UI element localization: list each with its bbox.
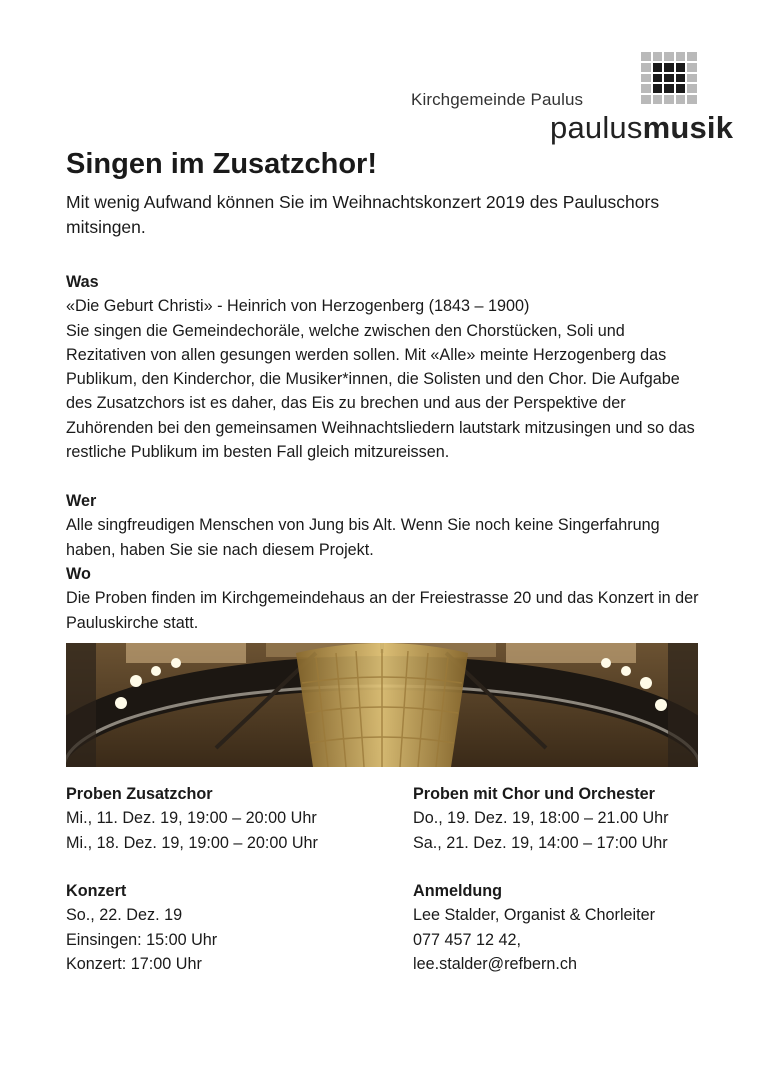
anmeldung-phone: 077 457 12 42, <box>413 930 522 949</box>
brand-light: paulus <box>550 110 643 145</box>
section-wer-heading: Wer <box>66 492 97 510</box>
organization-name: Kirchgemeinde Paulus <box>411 90 584 109</box>
proben-zusatzchor-line-1: Mi., 11. Dez. 19, 19:00 – 20:00 Uhr <box>66 809 317 828</box>
info-anmeldung <box>413 879 655 976</box>
section-wo <box>66 562 706 635</box>
konzert-line-2: Einsingen: 15:00 Uhr <box>66 930 218 949</box>
intro-text: Mit wenig Aufwand können Sie im Weihnachtskonzert 2019 des Pauluschors mitsingen. <box>66 192 660 237</box>
proben-zusatzchor-heading: Proben Zusatzchor <box>66 785 213 803</box>
konzert-heading: Konzert <box>66 882 127 900</box>
brand-bold: musik <box>642 110 734 145</box>
anmeldung-contact-name: Lee Stalder, Organist & Chorleiter <box>413 906 656 925</box>
proben-orchester-line-2: Sa., 21. Dez. 19, 14:00 – 17:00 Uhr <box>413 833 668 852</box>
info-proben-zusatzchor <box>66 782 318 855</box>
konzert-line-3: Konzert: 17:00 Uhr <box>66 954 202 973</box>
chandelier-photo <box>66 643 698 767</box>
proben-orchester-heading: Proben mit Chor und Orchester <box>413 785 655 803</box>
section-wer-text: Alle singfreudigen Menschen von Jung bis Alt. Wenn Sie noch keine Singerfahrung haben, haben Sie sie nach diesem Projekt. <box>66 516 660 559</box>
proben-zusatzchor-line-2: Mi., 18. Dez. 19, 19:00 – 20:00 Uhr <box>66 833 318 852</box>
section-was-work: «Die Geburt Christi» - Heinrich von Herzogenberg (1843 – 1900) <box>66 297 530 316</box>
konzert-line-1: So., 22. Dez. 19 <box>66 906 183 925</box>
paulusmusik-logo-icon <box>641 52 697 104</box>
section-wo-text: Die Proben finden im Kirchgemeindehaus an der Freiestrasse 20 und das Konzert in der Pauluskirche statt. <box>66 589 699 632</box>
section-wo-heading: Wo <box>66 565 91 583</box>
proben-orchester-line-1: Do., 19. Dez. 19, 18:00 – 21.00 Uhr <box>413 809 669 828</box>
anmeldung-heading: Anmeldung <box>413 882 503 900</box>
info-proben-orchester <box>413 782 669 855</box>
brand-wordmark <box>550 110 733 146</box>
info-konzert <box>66 879 217 976</box>
section-was-heading: Was <box>66 273 99 291</box>
section-was <box>66 270 706 464</box>
section-was-text: Sie singen die Gemeindechoräle, welche zwischen den Chorstücken, Soli und Rezitativen von allen gesungen werden sollen. Mit «Alle» meinte Herzogenberg das Publikum, den Kinderchor, die Musiker*innen, die Solisten und den Chor. Die Aufgabe des Zusatzchors ist es daher, das Eis zu brechen und aus der Perspektive der Zuhörenden bei den gemeinsamen Weihnachtsliedern lautstark mitzusingen und so das restliche Publikum im besten Fall gleich mitzureissen. <box>66 321 695 462</box>
page-title: Singen im Zusatzchor! <box>66 148 377 180</box>
section-wer <box>66 489 706 562</box>
anmeldung-email: lee.stalder@refbern.ch <box>413 954 578 973</box>
